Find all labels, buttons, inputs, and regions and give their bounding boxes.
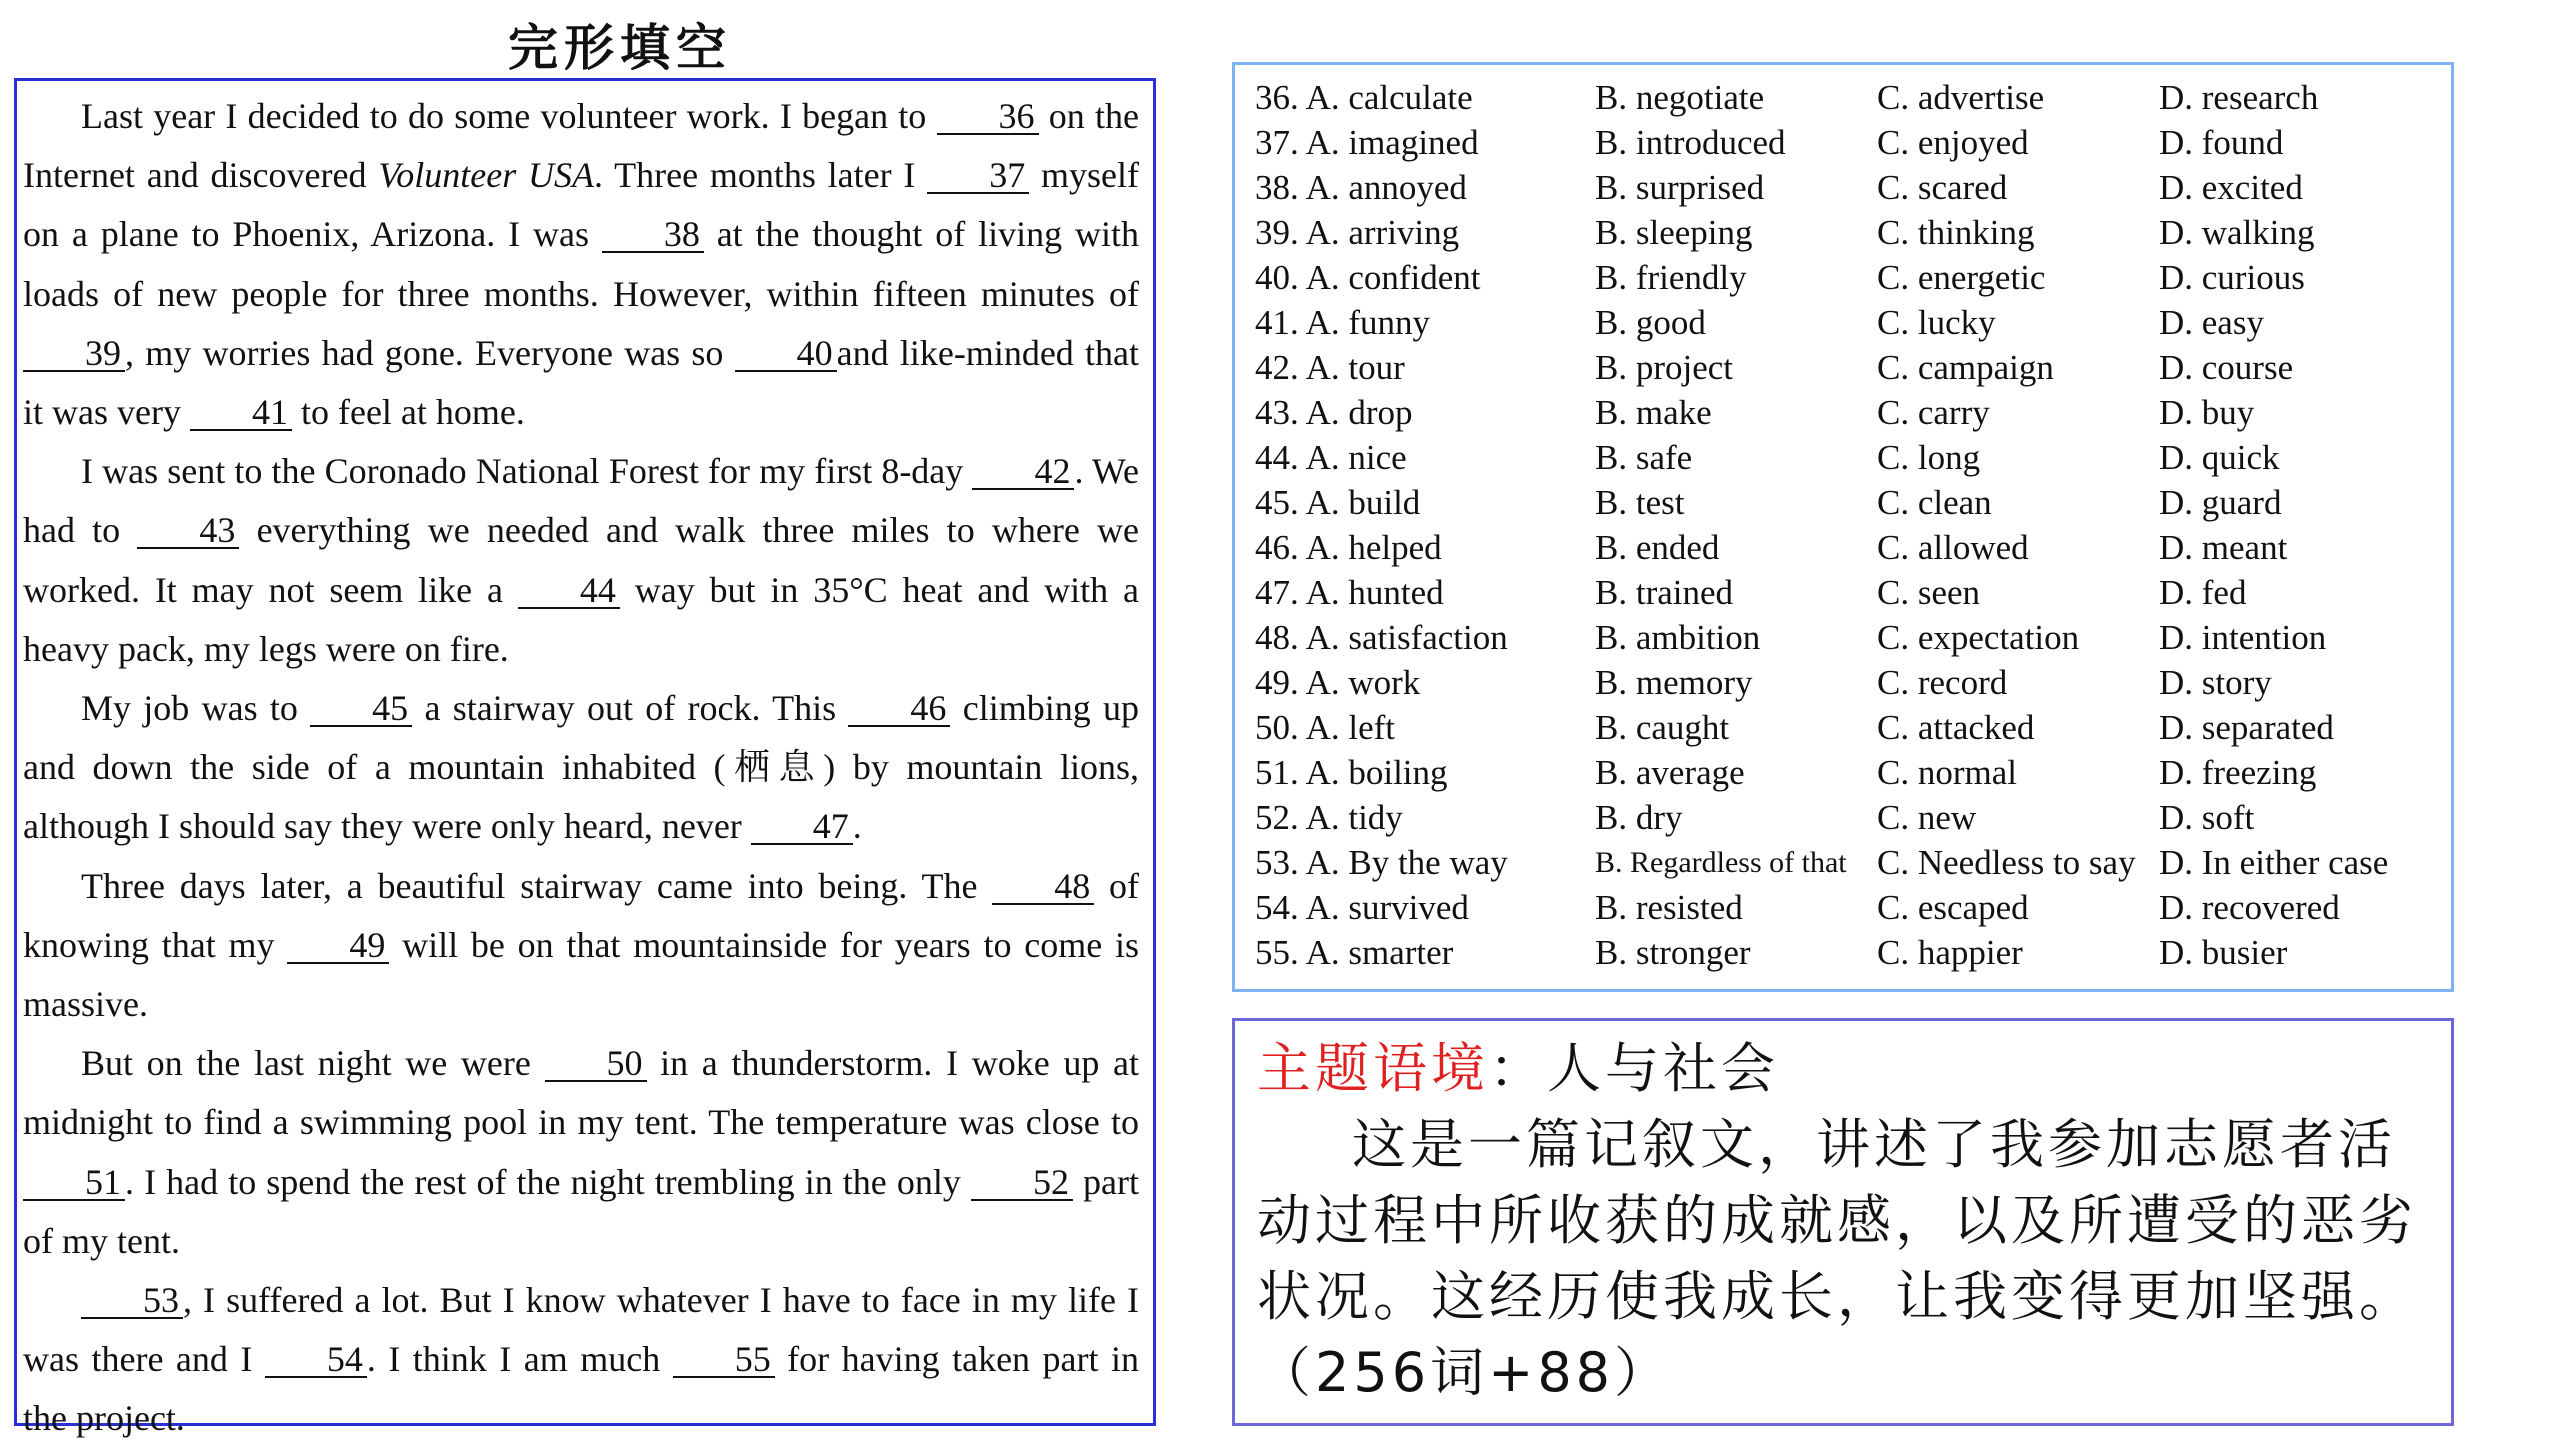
option-c: C. carry <box>1877 392 1990 432</box>
page-title: 完形填空 <box>508 19 732 77</box>
blank-39: 39 <box>23 336 125 372</box>
option-row-55 <box>1255 930 2451 975</box>
option-c: C. clean <box>1877 482 1992 522</box>
option-b: B. stronger <box>1595 932 1751 972</box>
option-c: C. allowed <box>1877 527 2029 567</box>
option-a: 51. A. boiling <box>1255 752 1448 792</box>
option-b: B. safe <box>1595 437 1693 477</box>
option-d: D. freezing <box>2159 752 2317 792</box>
option-d: D. recovered <box>2159 887 2340 927</box>
option-a: 42. A. tour <box>1255 347 1405 387</box>
option-row-52 <box>1255 795 2451 840</box>
option-c: C. enjoyed <box>1877 122 2029 162</box>
context-colon: ： <box>1489 1037 1547 1100</box>
option-d: D. soft <box>2159 797 2255 837</box>
option-d: D. busier <box>2159 932 2288 972</box>
context-summary: 这是一篇记叙文，讲述了我参加志愿者活动过程中所收获的成就感，以及所遭受的恶劣状况。这经历使我成长，让我变得更加坚强。（256词+88） <box>1257 1113 2417 1404</box>
option-c: C. happier <box>1877 932 2023 972</box>
option-c: C. expectation <box>1877 617 2080 657</box>
context-theme: 人与社会 <box>1547 1037 1779 1100</box>
option-b: B. trained <box>1595 572 1734 612</box>
context-label: 主题语境 <box>1257 1037 1489 1100</box>
blank-44: 44 <box>518 573 620 609</box>
option-c: C. lucky <box>1877 302 1996 342</box>
option-row-43 <box>1255 390 2451 435</box>
option-a: 36. A. calculate <box>1255 77 1473 117</box>
option-row-45 <box>1255 480 2451 525</box>
option-row-42 <box>1255 345 2451 390</box>
paragraph-4: Three days later, a beautiful stairway came into being. The 48 of knowing that my 49 will be on that mountainside for years to come is massive. <box>23 865 1140 1025</box>
option-c: C. escaped <box>1877 887 2029 927</box>
option-d: D. buy <box>2159 392 2255 432</box>
option-b: B. make <box>1595 392 1712 432</box>
option-d: D. guard <box>2159 482 2282 522</box>
option-b: B. ambition <box>1595 617 1761 657</box>
paragraph-2: I was sent to the Coronado National Forest for my first 8-day 42 . We had to 43 everything we needed and walk three miles to where we worked. It may not seem like a 44 way but in 35°C heat and with a heavy pack, my legs were on fire. <box>23 451 1139 669</box>
paragraph-3: My job was to 45 a stairway out of rock. This 46 climbing up and down the side of a mountain inhabited (栖息) by mountain lions, although I should say they were only heard, never 47 . <box>23 688 1139 847</box>
option-d: D. easy <box>2159 302 2264 342</box>
option-row-49 <box>1255 660 2451 705</box>
option-d: D. course <box>2159 347 2294 387</box>
blank-43: 43 <box>137 513 239 549</box>
option-c: C. new <box>1877 797 1977 837</box>
option-d: D. walking <box>2159 212 2315 252</box>
option-c: C. campaign <box>1877 347 2054 387</box>
option-row-36 <box>1255 75 2451 120</box>
option-a: 40. A. confident <box>1255 257 1481 297</box>
org-name: Volunteer USA <box>378 155 594 196</box>
option-b: B. dry <box>1595 797 1683 837</box>
blank-48: 48 <box>992 869 1094 905</box>
option-b: B. ended <box>1595 527 1720 567</box>
blank-41: 41 <box>190 395 292 431</box>
blank-46: 46 <box>848 691 950 727</box>
option-b: B. negotiate <box>1595 77 1765 117</box>
option-row-44 <box>1255 435 2451 480</box>
option-b: B. memory <box>1595 662 1753 702</box>
blank-38: 38 <box>602 217 704 253</box>
option-row-51 <box>1255 750 2451 795</box>
option-b: B. caught <box>1595 707 1730 747</box>
option-a: 48. A. satisfaction <box>1255 617 1508 657</box>
option-a: 45. A. build <box>1255 482 1421 522</box>
option-a: 52. A. tidy <box>1255 797 1403 837</box>
option-c: C. thinking <box>1877 212 2035 252</box>
option-d: D. intention <box>2159 617 2327 657</box>
option-b: B. project <box>1595 347 1734 387</box>
blank-47: 47 <box>751 809 853 845</box>
blank-55: 55 <box>673 1342 775 1378</box>
option-row-39 <box>1255 210 2451 255</box>
option-b: B. test <box>1595 482 1685 522</box>
option-d: D. quick <box>2159 437 2280 477</box>
option-a: 54. A. survived <box>1255 887 1469 927</box>
option-a: 37. A. imagined <box>1255 122 1479 162</box>
option-a: 43. A. drop <box>1255 392 1413 432</box>
option-a: 46. A. helped <box>1255 527 1442 567</box>
blank-52: 52 <box>971 1165 1073 1201</box>
option-a: 44. A. nice <box>1255 437 1407 477</box>
options-box <box>1232 62 2454 992</box>
option-row-40 <box>1255 255 2451 300</box>
option-a: 49. A. work <box>1255 662 1421 702</box>
option-d: D. research <box>2159 77 2319 117</box>
option-c: C. energetic <box>1877 257 2046 297</box>
option-d: D. fed <box>2159 572 2247 612</box>
option-a: 39. A. arriving <box>1255 212 1460 252</box>
option-a: 38. A. annoyed <box>1255 167 1467 207</box>
blank-50: 50 <box>545 1046 647 1082</box>
passage-box <box>14 78 1156 1439</box>
option-row-38 <box>1255 165 2451 210</box>
option-a: 55. A. smarter <box>1255 932 1454 972</box>
option-a: 41. A. funny <box>1255 302 1430 342</box>
paragraph-1: Last year I decided to do some volunteer work. I began to 36 on the Internet and discovered Volunteer USA. Three months later I 37 myself on a plane to Phoenix, Arizona. I was 38 at the thought of living with loads of new people for three months. However, within fifteen minutes of 39 , my worries had gone. Everyone was so 40 and like-minded that it was very 41 to feel at home. <box>23 96 1139 433</box>
option-row-48 <box>1255 615 2451 660</box>
option-c: C. normal <box>1877 752 2017 792</box>
paragraph-6: 53 , I suffered a lot. But I know whatever I have to face in my life I was there and I 54 . I think I am much 55 for having taken part in the project. <box>23 1280 1139 1439</box>
option-b: B. Regardless of that <box>1595 845 1847 879</box>
blank-51: 51 <box>23 1165 125 1201</box>
option-b: B. good <box>1595 302 1706 342</box>
blank-42: 42 <box>972 454 1074 490</box>
option-d: D. meant <box>2159 527 2288 567</box>
blank-54: 54 <box>265 1342 367 1378</box>
blank-40: 40 <box>735 336 837 372</box>
option-b: B. resisted <box>1595 887 1743 927</box>
option-d: D. curious <box>2159 257 2305 297</box>
blank-53: 53 <box>81 1283 183 1319</box>
blank-45: 45 <box>310 691 412 727</box>
blank-37: 37 <box>927 158 1029 194</box>
paragraph-5: But on the last night we were 50 in a thunderstorm. I woke up at midnight to find a swimming pool in my tent. The temperature was close to 51 . I had to spend the rest of the night trembling in the only 52 part of my tent. <box>23 1043 1139 1261</box>
context-heading <box>1257 1031 2431 1107</box>
option-row-37 <box>1255 120 2451 165</box>
option-d: D. In either case <box>2159 842 2389 882</box>
option-a: 50. A. left <box>1255 707 1395 747</box>
option-c: C. attacked <box>1877 707 2035 747</box>
option-c: C. record <box>1877 662 2008 702</box>
option-row-54 <box>1255 885 2451 930</box>
option-a: 53. A. By the way <box>1255 842 1508 882</box>
option-row-53 <box>1255 840 2451 885</box>
option-d: D. story <box>2159 662 2272 702</box>
option-c: C. advertise <box>1877 77 2045 117</box>
blank-49: 49 <box>287 928 389 964</box>
option-b: B. friendly <box>1595 257 1747 297</box>
option-b: B. surprised <box>1595 167 1765 207</box>
option-b: B. average <box>1595 752 1745 792</box>
option-b: B. introduced <box>1595 122 1786 162</box>
option-c: C. long <box>1877 437 1981 477</box>
option-b: B. sleeping <box>1595 212 1753 252</box>
option-row-50 <box>1255 705 2451 750</box>
option-c: C. seen <box>1877 572 1981 612</box>
option-d: D. excited <box>2159 167 2303 207</box>
option-d: D. separated <box>2159 707 2334 747</box>
context-box <box>1232 1018 2454 1426</box>
blank-36: 36 <box>937 99 1039 135</box>
option-row-41 <box>1255 300 2451 345</box>
option-row-47 <box>1255 570 2451 615</box>
option-d: D. found <box>2159 122 2284 162</box>
option-a: 47. A. hunted <box>1255 572 1444 612</box>
option-c: C. Needless to say <box>1877 842 2136 882</box>
option-c: C. scared <box>1877 167 2008 207</box>
option-row-46 <box>1255 525 2451 570</box>
